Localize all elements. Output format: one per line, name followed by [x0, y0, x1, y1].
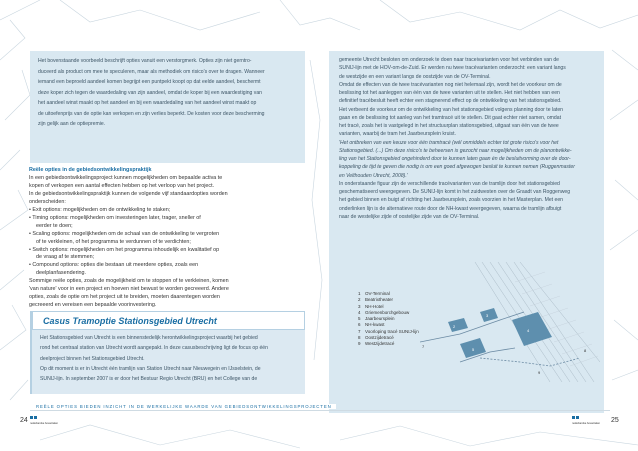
legend-item: 9 Westzijdetracé — [358, 341, 395, 347]
left-line: kopen of verkopen een aantal effecten hebben op het verloop van het project. — [29, 182, 215, 189]
legend-item: 5 Jaarbeursplein — [358, 316, 395, 322]
intro-line: zijn gelijk aan de optiepremie. — [38, 121, 106, 128]
quote-line: ling van het Stationsgebied ongehinderd door te kunnen laten gaan én de besluitvorming over de door- — [339, 156, 571, 162]
bullet-compound-options: • Compound options: opties die bestaan uit meerdere opties, zoals een — [29, 262, 199, 269]
left-line: eerder te doen; — [36, 222, 73, 229]
left-line: gecreeerd en vereisen een bepaalde voorinvestering. — [29, 302, 157, 309]
right-line: onderlinken lijn is de alternatieve route door de NH-kwast weergegeven, waarna de tramlijn afbuigt — [339, 205, 562, 212]
quote-line: 'Het ontbreken van een keuze voor één tramtracé (wél onmiddels echter tot grote risico's voor het — [339, 139, 559, 146]
footer-rule — [30, 410, 610, 411]
logo-text: nederlandse bouwzaken — [30, 422, 59, 425]
left-line: de vraag af te stemmen; — [36, 254, 95, 261]
case-line: rond het centraal station van Utrecht wordt aangepakt. In deze casusbeschrijving ligt de focus op één — [40, 345, 268, 352]
case-line: Het Stationsgebied van Utrecht is een binnenstedelijk herontwikkelingsproject waarbij het gebied — [40, 335, 258, 341]
route-westzijde — [420, 312, 524, 342]
map-label: 4 — [527, 328, 530, 333]
bullet-timing-options: • Timing options: mogelijkheden om investeringen later, trager, sneller of — [29, 214, 201, 221]
intro-line: de uitoefenprijs van de optie kan verkopen en zijn verlies beperkt. De kosten voor deze bescherming — [38, 110, 265, 117]
case-study-box — [30, 311, 305, 394]
intro-line: deze koper zich tegen de waardedaling van zijn aandeel, omdat de koper bij een waardestiging van — [38, 89, 262, 96]
right-line: gaan en de beslissing tot aanleg van het tramtracé uit te stellen. Dit gaat echter niet samen, omdat — [339, 114, 561, 121]
bullet-exit-options: • Exit options: mogelijkheden om de ontwikkeling te staken; — [29, 206, 171, 213]
right-line: naar de westelijke zijde of oostelijke zijde van de OV-Terminal. — [339, 213, 480, 220]
legend-item: 7 Voorloping tracé SUNIJ-lijn — [358, 328, 419, 334]
right-line: het gebied binnen en buigt af richting het Jaarbeursplein, zoals voorzien in het Masterplan. Met een — [339, 197, 563, 204]
quote-line: Stationsgebied. (...) Om deze risico's te beheersen is gezocht naar mogelijkheden om de planontwikke- — [339, 147, 572, 154]
building-beatrixtheater — [448, 318, 468, 332]
page-number-right: 25 — [611, 417, 619, 424]
intro-line: duceerd als product om mee te speculeren, maar als methodiek om risico's over te dragen. Wanneer — [38, 68, 265, 75]
tram-route-map — [420, 262, 600, 382]
left-line: onderscheiden: — [29, 198, 66, 205]
publisher-logo-right — [572, 416, 602, 427]
map-label: 5 — [472, 347, 475, 352]
left-line: Sommige reële opties, zoals de mogelijkheid om te stoppen of te verkleinen, komen — [29, 278, 229, 285]
left-line: deelplanfasendering. — [36, 270, 87, 277]
intro-line: het aandeel winst maakt op het aandeel en bij een waardedaling van het aandeel winst maakt op — [38, 100, 257, 107]
legend-item: 2 Beatrixtheater — [358, 297, 394, 303]
right-line: definitief tracébesluit heeft echter een stagnerend effect op de ontwikkeling van het stationsgebied. — [339, 98, 562, 105]
map-label: 9 — [538, 370, 541, 375]
section-heading: Reële opties in de gebiedsontwikkelingspraktijk — [29, 167, 152, 173]
left-line: of te verkleinen, of het programma te verdunnen of te verdichten; — [36, 238, 191, 245]
case-line: SUNIJ-lijn. In september 2007 is er door het Bestuur Regio Utrecht (BRU) en het College van de — [40, 376, 258, 383]
intro-text-box — [30, 51, 305, 163]
right-line: geschematiseerd weergegeven. De SUNIJ-lijn komt in het zuidwesten over de Graadt van Roggenweg — [339, 189, 571, 195]
left-line: In een gebiedsontwikkelingsproject kunnen mogelijkheden om bepaalde activa te — [29, 174, 223, 181]
legend-item: 1 OV-Terminal — [358, 291, 390, 296]
map-legend — [358, 291, 419, 348]
publisher-logo-left — [30, 416, 60, 427]
right-line: beslissing tot het aanleggen van één van de twee varianten uit te stellen. Het niet hebben van een — [339, 90, 560, 96]
legend-item: 8 Oostzijdetracé — [358, 335, 394, 341]
right-line: het tracé, zoals het is vastgelegd in het structuurplan stationsgebied, uitgaat van één van de twee — [339, 123, 559, 129]
right-line: Omdat de effecten van de twee tracévarianten nog niet helemaal zijn, wordt het de voorkeur om de — [339, 81, 562, 88]
legend-item: 4 Griemenborchgebouw — [358, 309, 410, 315]
building-nh-hotel — [480, 308, 498, 322]
legend-item: 6 NH-kwast — [358, 322, 385, 328]
intro-line: iemand een beproeld aandeel komen begrijpt een puntpekt koopt op dat eelde aandeel, beschermt — [38, 79, 261, 86]
legend-item: 3 NH-Hotel — [358, 303, 384, 309]
running-title: REËLE OPTIES BIEDEN INZICHT IN DE WERKELIJKE WAARDE VAN GEBIEDSONTWIKKELINGSPROJECTEN — [36, 404, 336, 409]
right-line: de westzijde en een variant langs de oostzijde van de OV-Terminal. — [339, 73, 491, 80]
logo-mark-icon — [572, 416, 575, 419]
left-line: 'van nature' voor in een project en hoeven niet bewust te worden gecreeerd. Andere — [29, 286, 229, 293]
logo-mark-icon — [576, 416, 579, 419]
bullet-switch-options: • Switch options: mogelijkheden om het programma inhoudelijk en kwalitatief op — [29, 246, 220, 253]
building-ov-terminal — [512, 312, 552, 346]
right-line: varianten, waarbij de tram het Jaarbeursplein kruist. — [339, 131, 456, 138]
logo-text: nederlandse bouwzaken — [572, 422, 601, 425]
case-study-title: Casus Tramoptie Stationsgebied Utrecht — [32, 311, 305, 330]
map-label: 3 — [486, 313, 489, 318]
map-label: 2 — [453, 324, 456, 329]
map-label: 8 — [584, 348, 587, 353]
right-line: In onderstaande figuur zijn de verschillende tracévarianten van de tramlijn door het stationsgebied — [339, 180, 560, 187]
right-line: gemeente Utrecht besloten om onderzoek te doen naar traceivarianten voor het verbinden van de — [339, 57, 560, 63]
map-label: 7 — [422, 344, 425, 349]
right-line: SUNIJ-lijn met de HOV-om-de-Zuid. Er werden nu twee tracévarianten onderzocht: een variant langs — [339, 65, 566, 72]
quote-line: en Velthouden Utrecht, 2008).' — [339, 172, 408, 179]
case-line: Op dit moment is er in Utrecht één tramlijn van Station Utrecht naar Nieuwegein en IJsselstein, de — [40, 365, 261, 372]
left-line: In de gebiedsontwikkelingspraktijk kunnen de volgende vijf standaardopties worden — [29, 190, 228, 197]
quote-line: koppeling de tijd te geven die nodig is om een goed afgewogen besluit te kunnen nemen (Ruggenmaster — [339, 164, 575, 171]
right-line: Het verbeent de voorkeur om de ontwikkeling van het stationsgebied volgens planning door te laten — [339, 106, 563, 113]
bullet-scaling-options: • Scaling options: mogelijkheden om de schaal van de ontwikkeling te vergroten — [29, 230, 220, 237]
intro-line: Het bovenstaande voorbeeld beschrijft opties vanuit een verstorgmerk. Opties zijn niet gerntro- — [38, 58, 252, 64]
logo-mark-icon — [34, 416, 37, 419]
left-column-text — [29, 167, 309, 310]
page-number-left: 24 — [20, 417, 28, 424]
left-line: opties, zoals de optie om het project uit te breiden, moeten daarentegen worden — [29, 294, 220, 301]
logo-mark-icon — [30, 416, 33, 419]
route-oostzijde — [480, 358, 580, 366]
case-line: deelproject binnen het Stationsgebied Utrecht. — [40, 355, 145, 362]
